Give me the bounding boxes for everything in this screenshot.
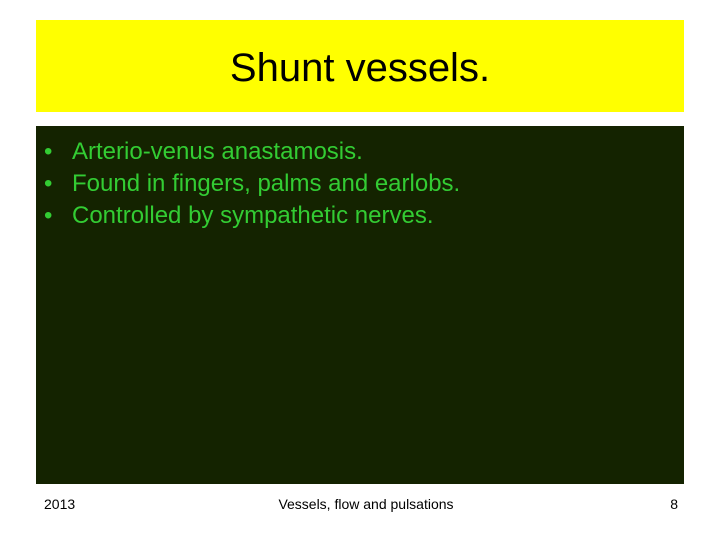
- page-number: 8: [670, 496, 678, 512]
- bullet-list: [44, 136, 460, 232]
- bullet-icon: •: [44, 202, 53, 229]
- title-band: [36, 20, 684, 112]
- bullet-item: [44, 200, 460, 232]
- bullet-item: [44, 136, 460, 168]
- bullet-item: [44, 168, 460, 200]
- bullet-icon: •: [44, 138, 53, 165]
- content-panel: [36, 126, 684, 484]
- footer-date: 2013: [44, 496, 76, 512]
- slide-title: Shunt vessels.: [229, 46, 491, 90]
- bullet-text: Controlled by sympathetic nerves.: [72, 202, 434, 229]
- bullet-text: Arterio-venus anastamosis.: [72, 138, 363, 165]
- bullet-icon: •: [44, 170, 53, 197]
- bullet-text: Found in fingers, palms and earlobs.: [72, 170, 461, 197]
- footer-title: Vessels, flow and pulsations: [278, 496, 454, 512]
